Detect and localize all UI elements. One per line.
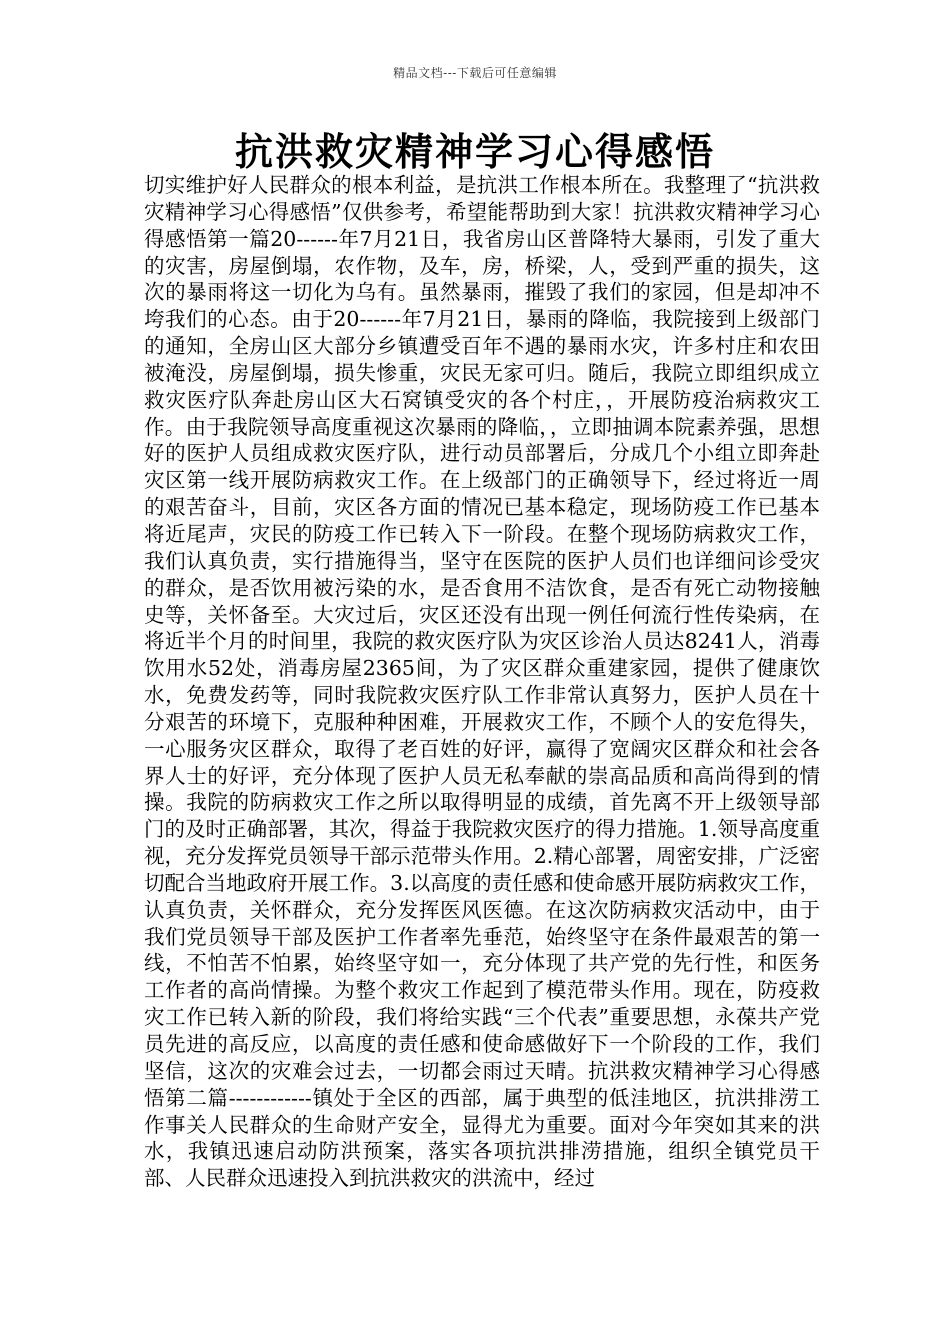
header-note: 精品文档---下载后可任意编辑 xyxy=(393,66,557,80)
document-title: 抗洪救灾精神学习心得感悟 xyxy=(234,130,715,174)
document-body: 切实维护好人民群众的根本利益，是抗洪工作根本所在。我整理了“抗洪救灾精神学习心得感悟”仅供参考，希望能帮助到大家！抗洪救灾精神学习心得感悟第一篇20------年7月21日，我省房山区普降特大暴雨，引发了重大的灾害，房屋倒塌，农作物，及车，房，桥梁，人，受到严重的损失，这次的暴雨将这一切化为乌有。虽然暴雨，摧毁了我们的家园，但是却冲不垮我们的心态。由于20------年7月21日，暴雨的降临，我院接到上级部门的通知，全房山区大部分乡镇遭受百年不遇的暴雨水灾，许多村庄和农田被淹没，房屋倒塌，损失惨重，灾民无家可归。随后，我院立即组织成立救灾医疗队奔赴房山区大石窝镇受灾的各个村庄，，开展防疫治病救灾工作。由于我院领导高度重视这次暴雨的降临，，立即抽调本院素养强，思想好的医护人员组成救灾医疗队，进行动员部署后，分成几个小组立即奔赴灾区第一线开展防病救灾工作。在上级部门的正确领导下，经过将近一周的艰苦奋斗，目前，灾区各方面的情况已基本稳定，现场防疫工作已基本将近尾声，灾民的防疫工作已转入下一阶段。在整个现场防病救灾工作，我们认真负责，实行措施得当，坚守在医院的医护人员们也详细问诊受灾的群众，是否饮用被污染的水，是否食用不洁饮食，是否有死亡动物接触史等，关怀备至。大灾过后，灾区还没有出现一例任何流行性传染病，在将近半个月的时间里，我院的救灾医疗队为灾区诊治人员达8241人，消毒饮用水52处，消毒房屋2365间，为了灾区群众重建家园，提供了健康饮水，免费发药等，同时我院救灾医疗队工作非常认真努力，医护人员在十分艰苦的环境下，克服种种困难，开展救灾工作，不顾个人的安危得失，一心服务灾区群众，取得了老百姓的好评，赢得了宽阔灾区群众和社会各界人士的好评，充分体现了医护人员无私奉献的崇高品质和高尚得到的情操。我院的防病救灾工作之所以取得明显的成绩，首先离不开上级领导部门的及时正确部署，其次，得益于我院救灾医疗的得力措施。1.领导高度重视，充分发挥党员领导干部示范带头作用。2.精心部署，周密安排，广泛密切配合当地政府开展工作。3.以高度的责任感和使命感开展防病救灾工作，认真负责，关怀群众，充分发挥医风医德。在这次防病救灾活动中，由于我们党员领导干部及医护工作者率先垂范，始终坚守在条件最艰苦的第一线，不怕苦不怕累，始终坚守如一，充分体现了共产党的先行性，和医务工作者的高尚情操。为整个救灾工作起到了模范带头作用。现在，防疫救灾工作已转入新的阶段，我们将给实践“三个代表”重要思想，永葆共产党员先进的高反应，以高度的责任感和使命感做好下一个阶段的工作，我们坚信，这次的灾难会过去，一切都会雨过天晴。抗洪救灾精神学习心得感悟第二篇------------镇处于全区的西部，属于典型的低洼地区，抗洪排涝工作事关人民群众的生命财产安全，显得尤为重要。面对今年突如其来的洪水，我镇迅速启动防洪预案，落实各项抗洪排涝措施，组织全镇党员干部、人民群众迅速投入到抗洪救灾的洪流中，经过 xyxy=(144,173,820,1191)
